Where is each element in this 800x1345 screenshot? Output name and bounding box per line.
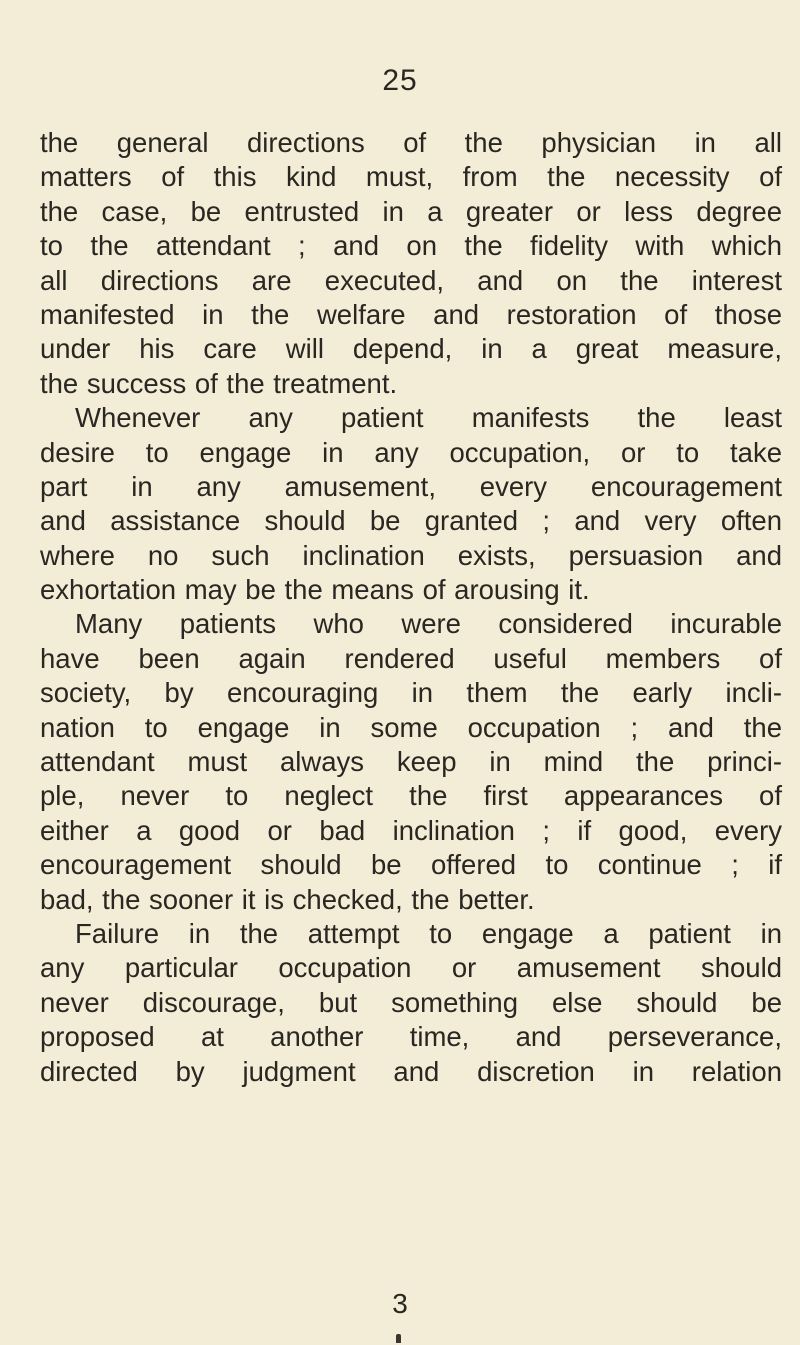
text-line: exhortation may be the means of arousing it. bbox=[40, 574, 590, 606]
text-line: bad, the sooner it is checked, the better. bbox=[40, 883, 535, 915]
signature-mark: 3 bbox=[392, 1288, 408, 1319]
text-line: attendant must always keep in mind the princi- bbox=[40, 746, 782, 778]
text-line: have been again rendered useful members of bbox=[40, 642, 782, 674]
text-line: encouragement should be offered to continue ; if bbox=[40, 849, 782, 881]
text-line: all directions are executed, and on the interest bbox=[40, 264, 782, 296]
text-line: proposed at another time, and perseverance, bbox=[40, 1021, 782, 1053]
text-line: never discourage, but something else should be bbox=[40, 986, 782, 1018]
text-line: the case, be entrusted in a greater or less degree bbox=[40, 195, 782, 227]
text-line: Many patients who were considered incurable bbox=[75, 608, 782, 640]
text-line: either a good or bad inclination ; if good, every bbox=[40, 814, 782, 846]
text-line: directed by judgment and discretion in relation bbox=[40, 1055, 782, 1087]
text-line: any particular occupation or amusement should bbox=[40, 952, 782, 984]
text-line: part in any amusement, every encouragement bbox=[40, 470, 782, 502]
text-line: under his care will depend, in a great measure, bbox=[40, 333, 782, 365]
text-line: desire to engage in any occupation, or to take bbox=[40, 436, 782, 468]
ink-speck bbox=[396, 1334, 401, 1343]
text-line: to the attendant ; and on the fidelity with which bbox=[40, 230, 782, 262]
text-line: manifested in the welfare and restoration of those bbox=[40, 298, 782, 330]
text-line: society, by encouraging in them the early incli- bbox=[40, 677, 782, 709]
text-line: Whenever any patient manifests the least bbox=[75, 402, 782, 434]
text-line: ple, never to neglect the first appearances of bbox=[40, 780, 782, 812]
text-line: the general directions of the physician in all bbox=[40, 127, 782, 158]
text-line: the success of the treatment. bbox=[40, 367, 398, 399]
text-line: matters of this kind must, from the necessity of bbox=[40, 161, 782, 193]
text-line: Failure in the attempt to engage a patient in bbox=[75, 917, 782, 949]
text-line: and assistance should be granted ; and very often bbox=[40, 505, 782, 537]
text-line: nation to engage in some occupation ; and the bbox=[40, 711, 782, 743]
text-line: where no such inclination exists, persuasion and bbox=[40, 539, 782, 571]
page-number: 25 bbox=[382, 64, 418, 97]
body-text bbox=[40, 126, 782, 1089]
